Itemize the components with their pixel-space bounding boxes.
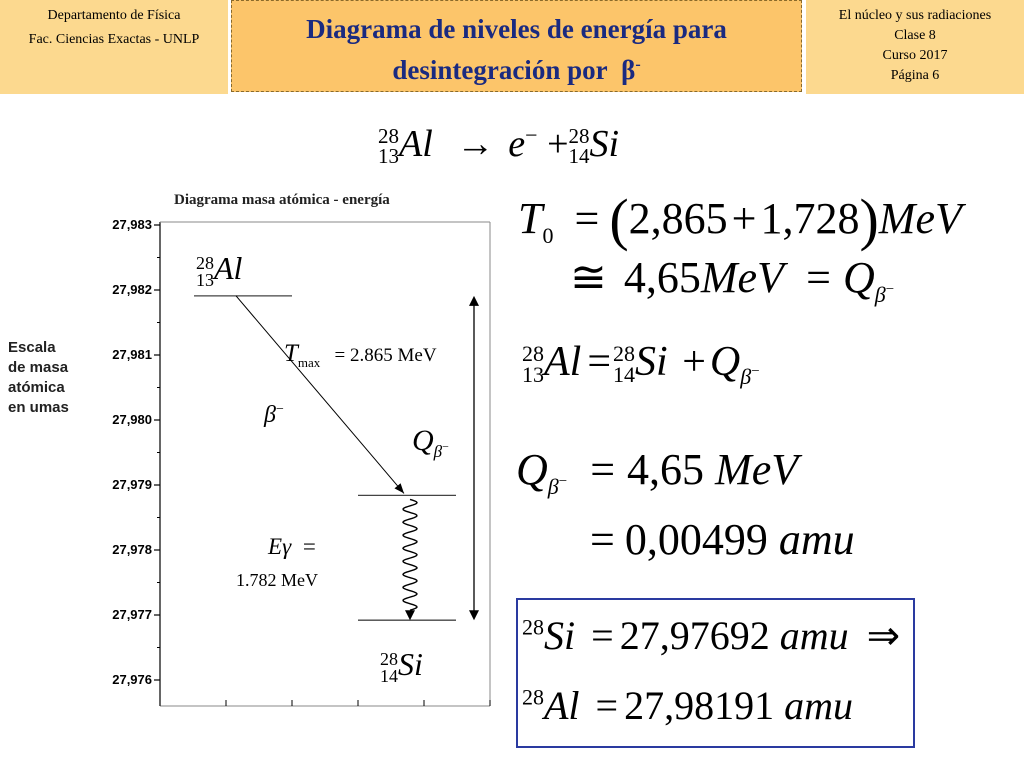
t0-open-paren: ( <box>609 187 629 252</box>
si-symbol: Si <box>544 613 576 658</box>
egamma-value: 1.782 MeV <box>236 570 318 590</box>
t0-subscript: 0 <box>542 222 554 248</box>
balance-parent-Z: 13 <box>522 362 544 388</box>
si-level-mass-number: 28 <box>380 648 398 669</box>
al-mass-unit: amu <box>784 683 853 728</box>
t0-approx-unit: MeV <box>700 253 784 302</box>
tmax-symbol: T <box>284 340 298 367</box>
y-tick-label: 27,981 <box>112 347 152 362</box>
balance-parent-symbol: Al <box>544 339 582 385</box>
q-eq-subscript-sup: − <box>885 281 895 298</box>
al-mass-value: 27,98191 <box>624 683 775 728</box>
q-arrow-head-bottom <box>469 610 479 620</box>
q-amu-equation <box>590 514 855 565</box>
al-level-nuclide <box>196 252 214 290</box>
q-mev-equation <box>516 444 798 500</box>
egamma-equals: = <box>302 534 316 559</box>
gamma-transition-wave <box>403 499 417 610</box>
balance-daughter-A: 28 <box>613 341 636 367</box>
reaction-arrow: → <box>456 123 495 165</box>
y-tick-label: 27,978 <box>112 542 152 557</box>
q-arrow-head-top <box>469 296 479 306</box>
chart-frame <box>160 222 490 706</box>
si-mass-unit: amu <box>779 613 849 658</box>
title-beta-sup: - <box>635 56 641 73</box>
t0-term-b: 1,728 <box>760 194 860 243</box>
y-tick-label: 27,982 <box>112 282 152 297</box>
si-mass-number: 28 <box>522 614 544 640</box>
balance-q-sub: β <box>740 364 752 390</box>
si-level-nuclide <box>380 648 398 686</box>
al-symbol: Al <box>544 683 580 728</box>
parent-symbol: Al <box>399 123 433 165</box>
si-level-symbol: Si <box>398 646 423 682</box>
balance-daughter-Z: 14 <box>613 362 636 388</box>
gamma-arrow-head <box>405 610 415 620</box>
al-level-atomic-number: 13 <box>196 269 214 290</box>
electron-charge: − <box>525 122 538 148</box>
q-subscript-sup: − <box>442 439 449 454</box>
daughter-atomic-number: 14 <box>568 144 590 169</box>
q-amu-unit: amu <box>778 515 855 564</box>
y-tick-label: 27,980 <box>112 412 152 427</box>
t0-term-a: 2,865 <box>628 194 728 243</box>
tmax-subscript: max <box>297 355 321 370</box>
side-label-line2: de masa <box>8 359 69 376</box>
reaction-plus: + <box>547 123 569 165</box>
al-level-symbol: Al <box>214 250 243 286</box>
egamma-label <box>268 534 316 560</box>
implies-arrow: ⇒ <box>866 613 901 658</box>
si-level-label <box>380 646 423 685</box>
mass-values-box <box>516 598 915 748</box>
side-label-line4: en umas <box>8 399 69 416</box>
balance-equals: = <box>587 339 612 385</box>
class-number: Clase 8 <box>894 28 936 43</box>
electron-symbol: e <box>508 123 526 165</box>
q-subscript: β <box>433 442 443 461</box>
q-mev-symbol: Q <box>516 445 548 494</box>
daughter-mass-number: 28 <box>568 124 590 149</box>
parent-atomic-number: 13 <box>378 144 399 169</box>
q-mev-subscript-sup: − <box>558 473 568 490</box>
q-eq-subscript: β <box>874 281 886 307</box>
beta-transition-arrow <box>236 296 404 494</box>
q-beta-label <box>412 424 449 462</box>
q-amu-value: 0,00499 <box>624 515 768 564</box>
chart-title: Diagrama masa atómica - energía <box>174 192 390 208</box>
y-tick-label: 27,983 <box>112 217 152 232</box>
y-tick-label: 27,977 <box>112 607 152 622</box>
t0-approx-value: 4,65 <box>623 253 701 302</box>
balance-parent-nuclide <box>522 341 544 388</box>
side-label-line1: Escala <box>8 339 56 356</box>
q-symbol-eq: Q <box>842 253 875 302</box>
title-beta: β <box>621 55 636 85</box>
q-amu-equals: = <box>590 515 615 564</box>
si-level-atomic-number: 14 <box>380 665 398 686</box>
al-level-mass-number: 28 <box>196 252 214 273</box>
q-symbol: Q <box>412 424 434 457</box>
title-text: desintegración por <box>392 55 608 85</box>
beta-arrow-head <box>394 483 404 493</box>
t0-close-paren: ) <box>859 187 879 252</box>
side-label-line3: atómica <box>8 379 65 396</box>
parent-mass-number: 28 <box>378 124 399 149</box>
page-number: Página 6 <box>890 68 940 83</box>
daughter-symbol: Si <box>589 123 620 165</box>
page-title-line1: Diagrama de niveles de energía para <box>306 14 727 44</box>
si-equals: = <box>591 613 614 658</box>
beta-label <box>264 402 284 429</box>
q-mev-value: 4,65 <box>627 445 705 494</box>
q-mev-unit: MeV <box>715 445 799 494</box>
al-mass-number: 28 <box>522 684 544 710</box>
balance-parent-A: 28 <box>522 341 544 367</box>
faculty-label: Fac. Ciencias Exactas - UNLP <box>28 32 200 47</box>
si-mass-value: 27,97692 <box>619 613 770 658</box>
beta-sup: − <box>275 402 284 417</box>
q-mev-equals: = <box>590 445 616 494</box>
egamma-symbol: E <box>268 534 283 559</box>
egamma-gamma: γ <box>282 534 292 559</box>
mass-balance-equation <box>522 338 760 390</box>
x-ticks <box>160 700 490 706</box>
course-name: El núcleo y sus radiaciones <box>838 8 992 23</box>
department-label: Departamento de Física <box>47 8 181 23</box>
y-ticks <box>154 225 160 680</box>
si-mass-line <box>522 612 900 659</box>
q-mev-subscript: β <box>547 473 559 499</box>
beta-symbol: β <box>264 402 276 428</box>
y-tick-label: 27,976 <box>112 672 152 687</box>
tmax-label <box>284 340 437 371</box>
balance-daughter-symbol: Si <box>635 339 668 385</box>
t0-plus: + <box>731 194 757 243</box>
balance-plus: + <box>682 339 706 385</box>
approx-sign: ≅ <box>570 253 607 302</box>
t0-symbol: T <box>518 194 543 243</box>
t0-equals: = <box>574 194 600 243</box>
t0-unit: MeV <box>878 194 962 243</box>
q-equals: = <box>806 253 831 302</box>
course-year: Curso 2017 <box>882 48 948 63</box>
t0-equation <box>518 186 962 253</box>
balance-q: Q <box>709 339 741 385</box>
balance-daughter-nuclide <box>613 341 636 388</box>
al-mass-line <box>522 682 853 729</box>
y-tick-label: 27,979 <box>112 477 152 492</box>
t0-approx-equation <box>570 252 894 308</box>
al-level-label <box>196 250 242 289</box>
balance-q-sub-sup: − <box>751 364 760 381</box>
tmax-value: = 2.865 MeV <box>334 345 437 366</box>
al-equals: = <box>595 683 619 728</box>
